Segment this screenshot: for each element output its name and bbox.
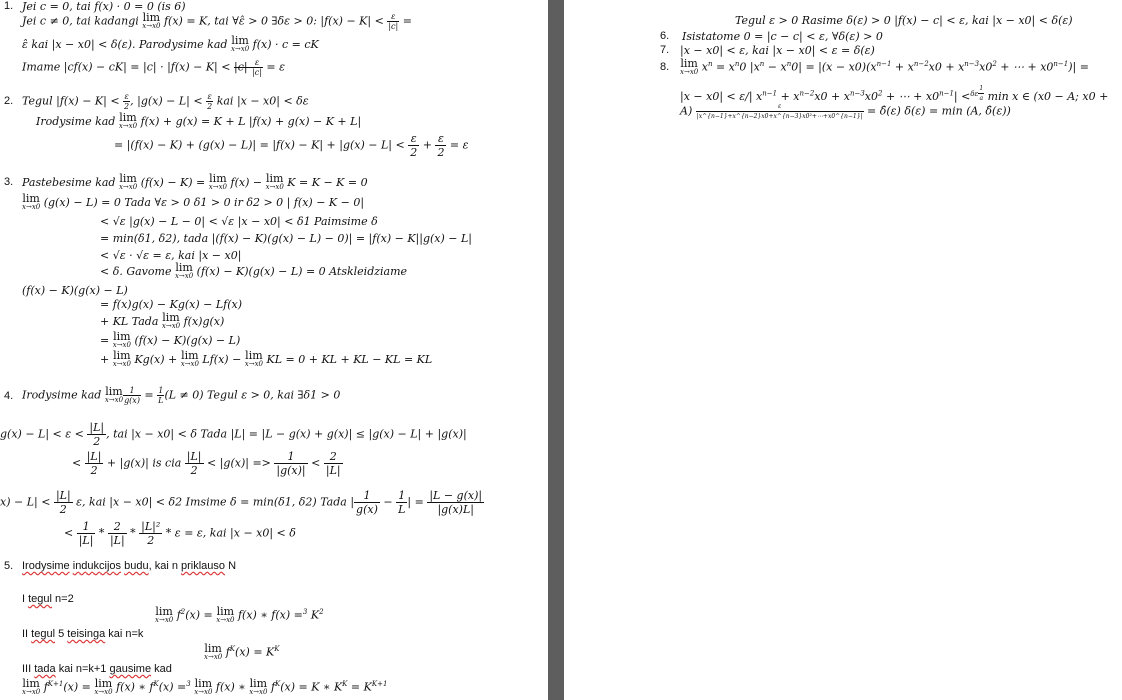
math-line: Jei c ≠ 0, tai kadangi lim x→x0 f(x) = K, tai ∀ε̂ > 0 ∃δε > 0: |f(x) − K| < $\frac{\varepsilon}{|c|}$ = [22,10,412,31]
math-line: < δ. Gavome lim x→x0 (f(x) − K)(g(x) − L) = 0 Atskleidziame [100,261,408,280]
text-line: I tegul n=2 [22,593,74,605]
limit-operator: lim x→x0 [216,604,235,624]
math-line: x) − L| < $\frac{|L|}{2}$ ε, kai |x − x0| < δ2 Imsime δ = min(δ1, δ2) Tada | $\frac{1}{g(x)}$ − $\frac{1}{L}$ | = $\frac{|L - g(x)|}{|g(x)L|}$ [0,489,483,516]
limit-operator: lim x→x0 [249,676,268,696]
math-line: < √ε · √ε = ε, kai |x − x0| [100,249,242,262]
limit-operator: lim x→x0 [244,349,264,368]
math-line: < √ε |g(x) − L − 0| < √ε |x − x0| < δ1 Paimsime δ [100,215,378,228]
math-line: = f(x)g(x) − Kg(x) − Lf(x) [100,298,243,311]
math-line: lim x→x0 $f^{K+1}(x)$ = lim x→x0 f(x) ∗ $f^K(x) =^3$ lim x→x0 f(x) ∗ lim x→x0 $f^K(x) = K$ ∗ $K^K = K^{K+1}$ [22,676,388,696]
math-line: (f(x) − K)(g(x) − L) [22,284,128,297]
section-title: Irodysime indukcijos budu, kai n priklauso N [22,560,237,572]
limit-operator: lim x→x0 [265,172,284,191]
limit-operator: lim x→x0 [161,311,181,330]
limit-operator: lim x→x0 [680,56,699,76]
math-line: g(x) − L| < ε < $\frac{|L|}{2}$ , tai |x − x0| < δ Tada |L| = |L − g(x) + g(x)| ≤ |g(x) − L| + |g(x)| [0,421,467,448]
limit-operator: lim x→x0 [142,10,161,30]
limit-operator: lim x→x0 [194,676,213,696]
math-line: Pastebesime kad lim x→x0 (f(x) − K) = lim x→x0 f(x) − lim x→x0 K = K − K = 0 [22,172,368,191]
document-page-right [564,0,1122,700]
document-page-left [0,0,548,700]
limit-operator: lim x→x0 [155,604,174,624]
limit-operator: lim x→x0 [180,349,199,368]
text-line: II tegul 5 teisinga kai n=k [22,628,144,640]
math-line: |x − x0| < ε, kai |x − x0| < ε = δ(ε) [680,44,875,57]
math-line: Tegul ε > 0 Rasime δ(ε) > 0 |f(x) − c| < ε, kai |x − x0| < δ(ε) [735,14,1073,27]
math-line: Irodysime kad lim x→x0 $\frac{1}{g(x)}$ = $\frac{1}{L}$ (L ≠ 0) Tegul ε > 0, kai ∃δ1 > 0 [22,384,341,405]
limit-operator: lim x→x0 [112,330,131,349]
limit-operator: lim x→x0 [94,676,113,696]
list-number: 2. [4,95,14,107]
limit-operator: lim x→x0 [22,192,41,211]
math-line: < $\frac{|L|}{2}$ + |g(x)| is cia $\frac{|L|}{2}$ < |g(x)| => $\frac{1}{|g(x)|}$ < $\frac{2}{|L|}$ [72,450,341,477]
math-line: + lim x→x0 Kg(x) + lim x→x0 Lf(x) − lim x→x0 KL = 0 + KL + KL − KL = KL [100,349,433,368]
text-line: III tada kai n=k+1 gausime kad [22,663,172,675]
math-line: = |(f(x) − K) + (g(x) − L)| = |f(x) − K| + |g(x) − L| < $\frac{\varepsilon}{2}$ + $\frac{\varepsilon}{2}$ = ε [114,132,469,159]
page-gutter [548,0,564,700]
math-line: lim x→x0 (g(x) − L) = 0 Tada ∀ε > 0 δ1 > 0 ir δ2 > 0 | f(x) − K − 0| [22,192,365,211]
limit-operator: lim x→x0 [204,641,223,661]
math-line: + KL Tada lim x→x0 f(x)g(x) [100,311,225,330]
math-line: Irodysime kad lim x→x0 f(x) + g(x) = K + L |f(x) + g(x) − K + L| [36,111,362,130]
limit-operator: lim x→x0 [118,111,138,130]
math-line: A) $\frac{\varepsilon}{\text{|x\textasciicircum{}\{n−1\}+x\textasciicircum{}\{n−2\}x0+x\textasciicircum{}\{n−3\}x0²+⋯+x0\textasciicircum{}\{n−1\}|}}$ = δ̂(ε) δ(ε) = min (A, δ̂(ε)) [680,103,1011,120]
list-number: 8. [660,61,670,73]
list-number: 1. [4,0,14,12]
limit-operator: lim x→x0 [104,384,124,404]
list-number: 6. [660,30,670,42]
math-line: lim x→x0 $x^n = x^n0$ $|x^n - x^n0| = |(x - x0)(x^{n-1} + x^{n-2}x0 + x^{n-3}x0^2$ + ⋯ + $x0^{n-1})|$ = [680,56,1089,76]
limit-operator: lim x→x0 [208,172,227,191]
list-number: 3. [4,176,14,188]
limit-operator: lim x→x0 [118,172,138,191]
list-number: 5. [4,560,14,572]
limit-operator: lim x→x0 [22,676,41,696]
list-number: 4. [4,390,14,402]
math-line: |x − x0| < ε/| $x^{n-1} + x^{n-2}x0 + x^{n-3}x0^2$ + ⋯ + $x0^{n-1}| <^{\delta\varepsilon \frac{1}{a}}$ min x ∈ (x0 − A; x0 + [680,85,1109,104]
math-line: lim x→x0 $f^K(x) = K^K$ [204,641,280,661]
list-number: 7. [660,44,670,56]
math-line: lim x→x0 $f^2(x)$ = lim x→x0 f(x) ∗ f(x) =$^3$ $K^2$ [155,604,324,624]
math-line: Jei c = 0, tai f(x) · 0 = 0 (is 6) [22,0,186,13]
math-line: = lim x→x0 (f(x) − K)(g(x) − L) [100,330,241,349]
math-line: Imame |cf(x) − cK| = |c| · |f(x) − K| < |c| $\frac{\varepsilon}{|c|}$ = ε [22,58,286,77]
math-line: Isistatome 0 = |c − c| < ε, ∀δ(ε) > 0 [682,30,883,43]
limit-operator: lim x→x0 [112,349,131,368]
math-line: ε̂ kai |x − x0| < δ(ε). Parodysime kad lim x→x0 f(x) · c = cK [22,34,319,53]
limit-operator: lim x→x0 [174,261,194,280]
limit-operator: lim x→x0 [230,34,250,53]
math-line: = min(δ1, δ2), tada |(f(x) − K)(g(x) − L) − 0)| = |f(x) − K||g(x) − L| [100,232,473,245]
math-line: < $\frac{1}{|L|}$ * $\frac{2}{|L|}$ * $\frac{\text{|L|²}}{2}$ * ε = ε, kai |x − x0| < δ [64,520,296,547]
math-line: Tegul |f(x) − K| < $\frac{\varepsilon}{2}$ , |g(x) − L| < $\frac{\varepsilon}{2}$ kai |x − x0| < δε [22,92,309,111]
